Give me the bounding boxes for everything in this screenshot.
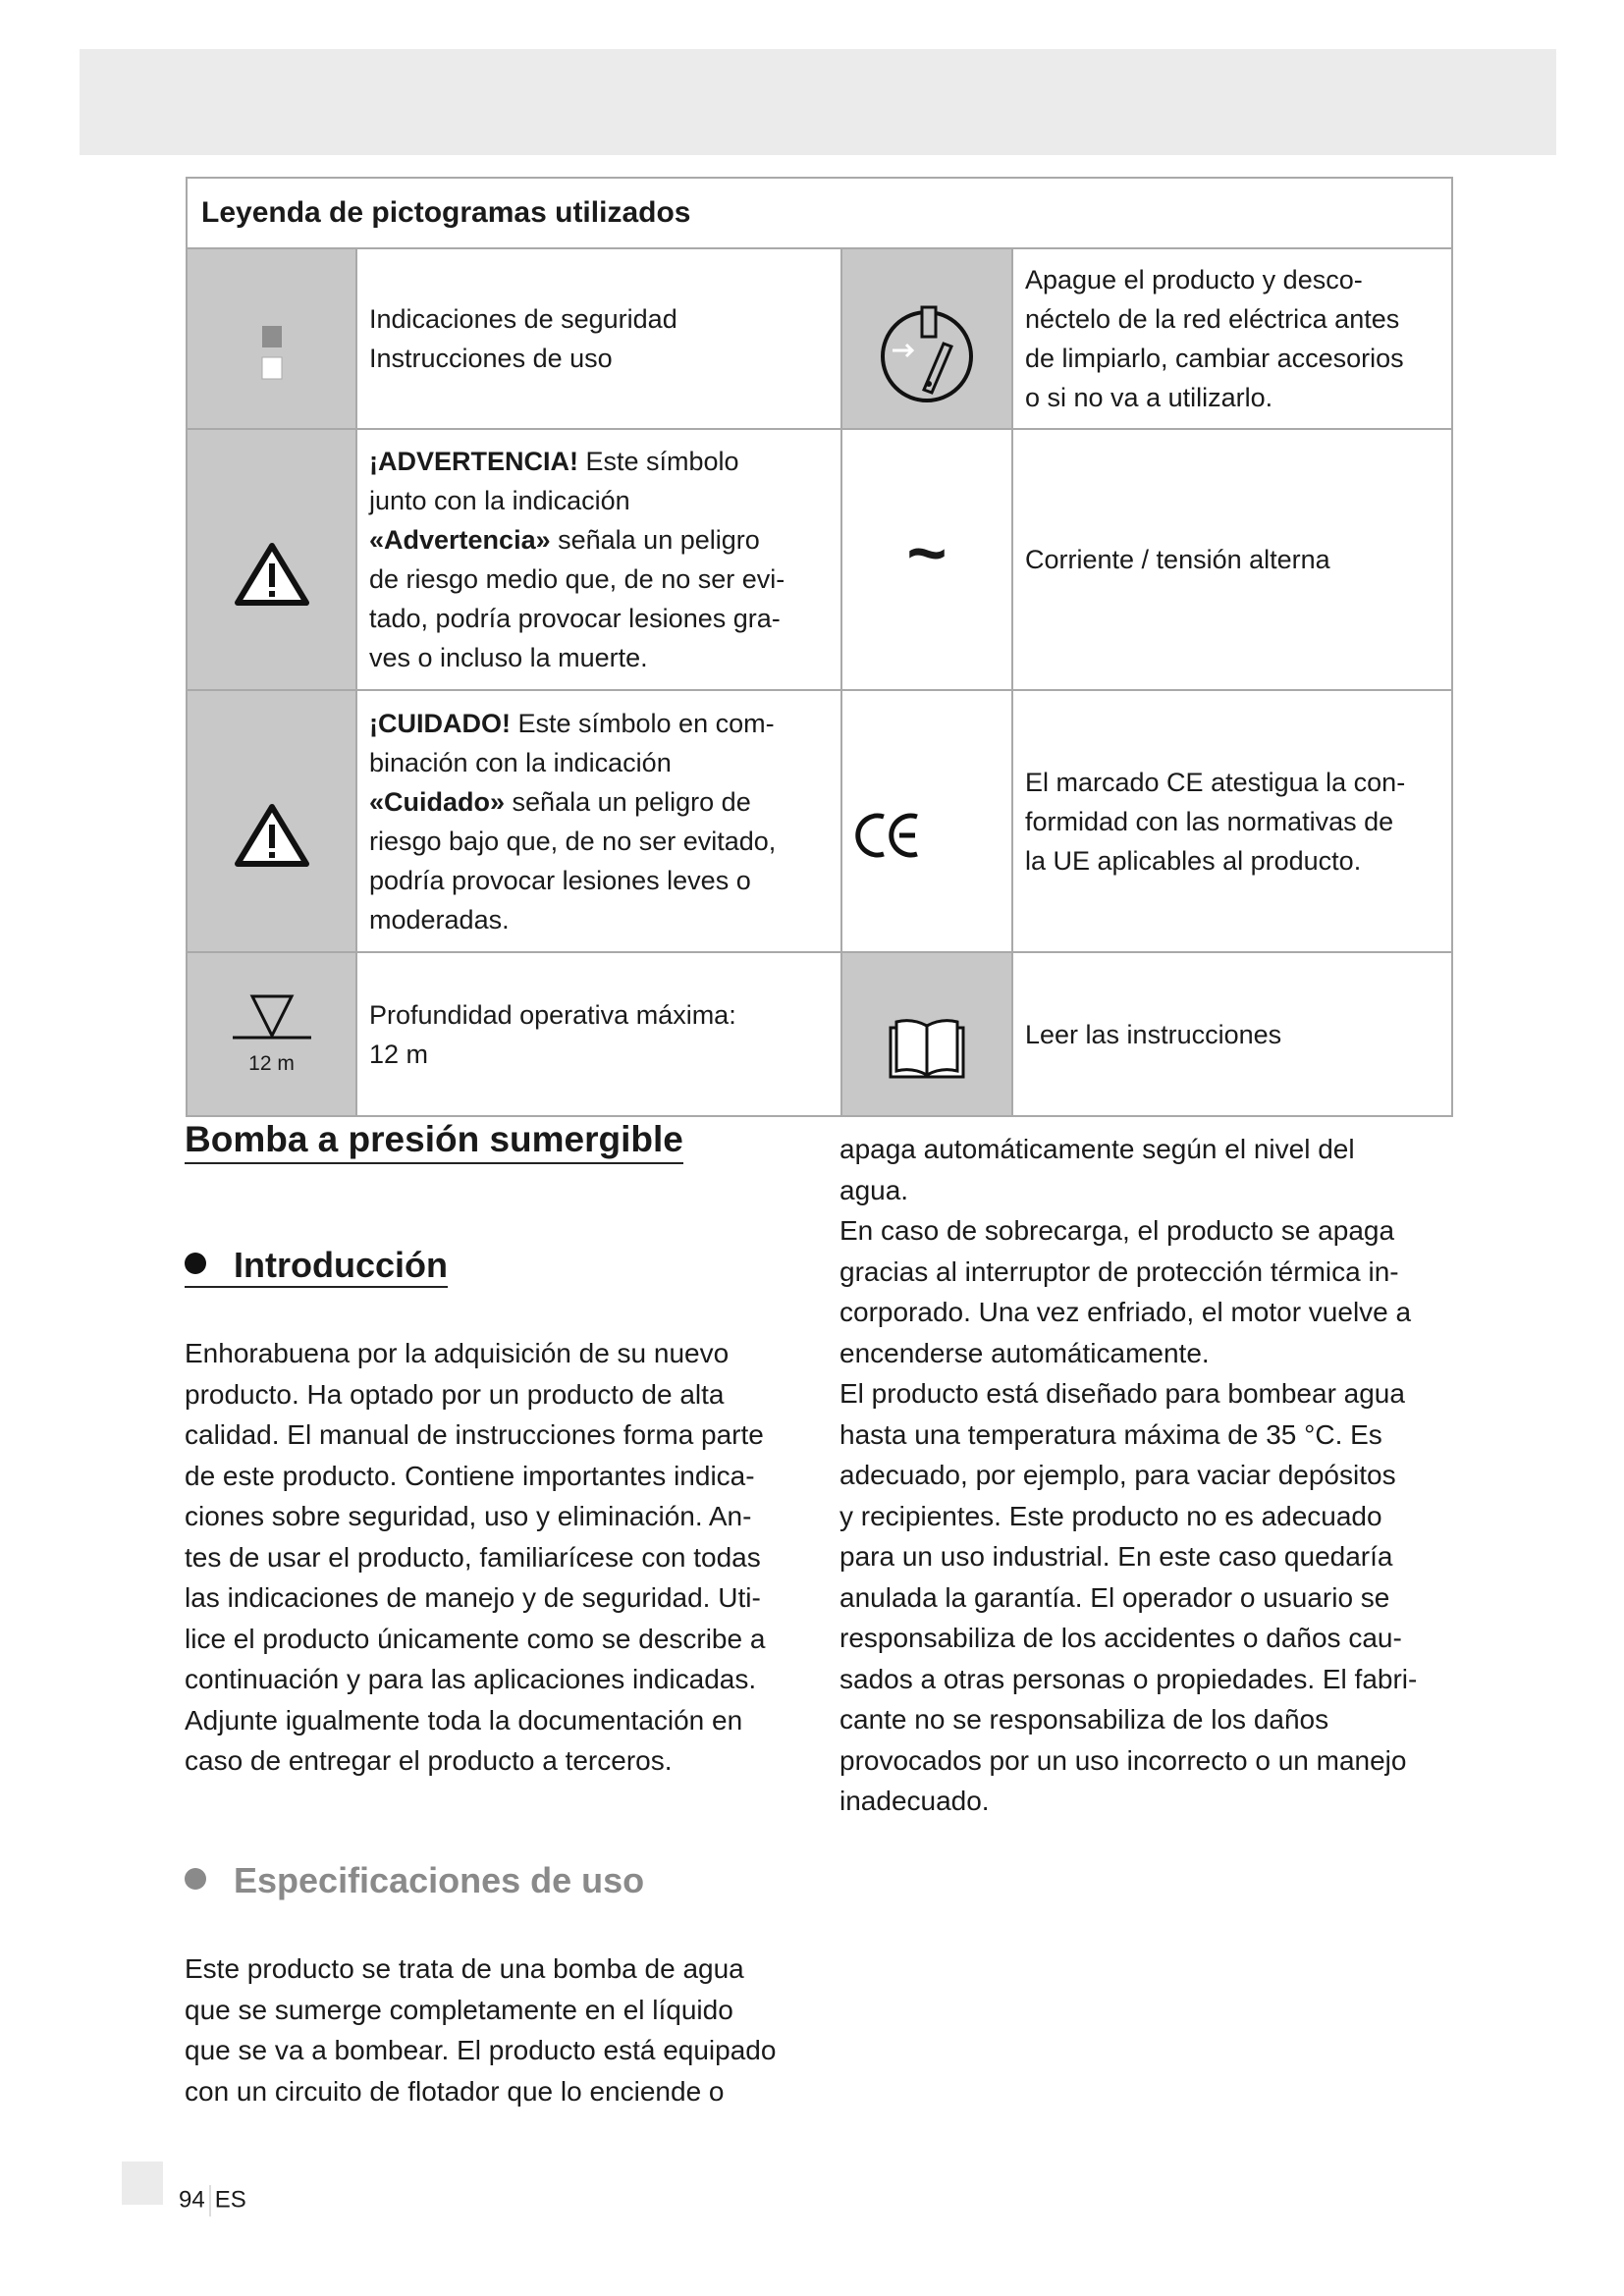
page-title: Bomba a presión sumergible bbox=[185, 1119, 683, 1164]
max-depth-icon bbox=[187, 952, 356, 1116]
warning-triangle-icon bbox=[187, 429, 356, 690]
header-band bbox=[80, 49, 1556, 155]
language-code: ES bbox=[214, 2186, 246, 2214]
page-footer bbox=[179, 2185, 246, 2216]
intro-heading: Introducción bbox=[185, 1245, 448, 1288]
alternating-current-icon: ~ bbox=[841, 429, 1012, 690]
legend-text: Leer las instrucciones bbox=[1012, 952, 1452, 1116]
legend-text: El marcado CE atestigua la con- formidad con las normativas de la UE aplicables al producto. bbox=[1012, 690, 1452, 952]
unplug-switch-icon bbox=[841, 248, 1012, 429]
caution-triangle-icon bbox=[187, 690, 356, 952]
usage-paragraph-continued: apaga automáticamente según el nivel del agua. En caso de sobrecarga, el producto se apaga gracias al interruptor de protección térmica in- corporado. Una vez enfriado, el motor vuelve a encenderse automáticamente. El producto está diseñado para bombear agua hasta una temperatura máxima de 35 °C. Es adecuado, por ejemplo, para vaciar depósitos y recipientes. Este producto no es adecuado para un uso industrial. En este caso quedaría anulada la garantía. El operador o usuario se responsabiliza de los accidentes o daños cau- sados a otras personas o propiedades. El fabri- cante no se responsabiliza de los daños provocados por un uso incorrecto o un manejo inadecuado. bbox=[839, 1134, 1418, 1816]
legend-text: Corriente / tensión alterna bbox=[1012, 429, 1452, 690]
legend-text: ¡CUIDADO! Este símbolo en com- binación con la indicación «Cuidado» señala un peligro de riesgo bajo que, de no ser evitado, podría provocar lesiones leves o moderadas. bbox=[356, 690, 841, 952]
footer-box bbox=[122, 2162, 163, 2205]
page-number: 94 bbox=[179, 2186, 205, 2214]
read-instructions-book-icon bbox=[841, 952, 1012, 1116]
legend-text: ¡ADVERTENCIA! Este símbolo junto con la indicación «Advertencia» señala un peligro de riesgo medio que, de no ser evi- tado, podría provocar lesiones gra- ves o incluso la muerte. bbox=[356, 429, 841, 690]
usage-heading: Especificaciones de uso bbox=[185, 1860, 644, 1901]
ce-mark-icon bbox=[841, 690, 1012, 952]
legend-text: Profundidad operativa máxima: 12 m bbox=[356, 952, 841, 1116]
legend-text: Apague el producto y desco- néctelo de la red eléctrica antes de limpiarlo, cambiar accesorios o si no va a utilizarlo. bbox=[1012, 248, 1452, 429]
usage-paragraph: Este producto se trata de una bomba de agua que se sumerge completamente en el líquido que se va a bombear. El producto está equipado con un circuito de flotador que lo enciende o bbox=[185, 1953, 777, 2107]
safety-instructions-icon bbox=[187, 248, 356, 429]
depth-icon-label: 12 m bbox=[248, 1052, 295, 1075]
intro-paragraph: Enhorabuena por la adquisición de su nuevo producto. Ha optado por un producto de alta calidad. El manual de instrucciones forma parte de este producto. Contiene importantes indica- ciones sobre seguridad, uso y eliminación. An- tes de usar el producto, familiarícese con todas las indicaciones de manejo y de seguridad. Uti- lice el producto únicamente como se describe a continuación y para las aplicaciones indicadas. Adjunte igualmente toda la documentación en caso de entregar el producto a terceros. bbox=[185, 1338, 766, 1776]
legend-title: Leyenda de pictogramas utilizados bbox=[187, 178, 1452, 248]
pictogram-legend-table bbox=[186, 177, 1453, 1117]
bullet-icon bbox=[185, 1868, 206, 1890]
legend-text: Indicaciones de seguridad Instrucciones de uso bbox=[356, 248, 841, 429]
bullet-icon bbox=[185, 1253, 206, 1274]
